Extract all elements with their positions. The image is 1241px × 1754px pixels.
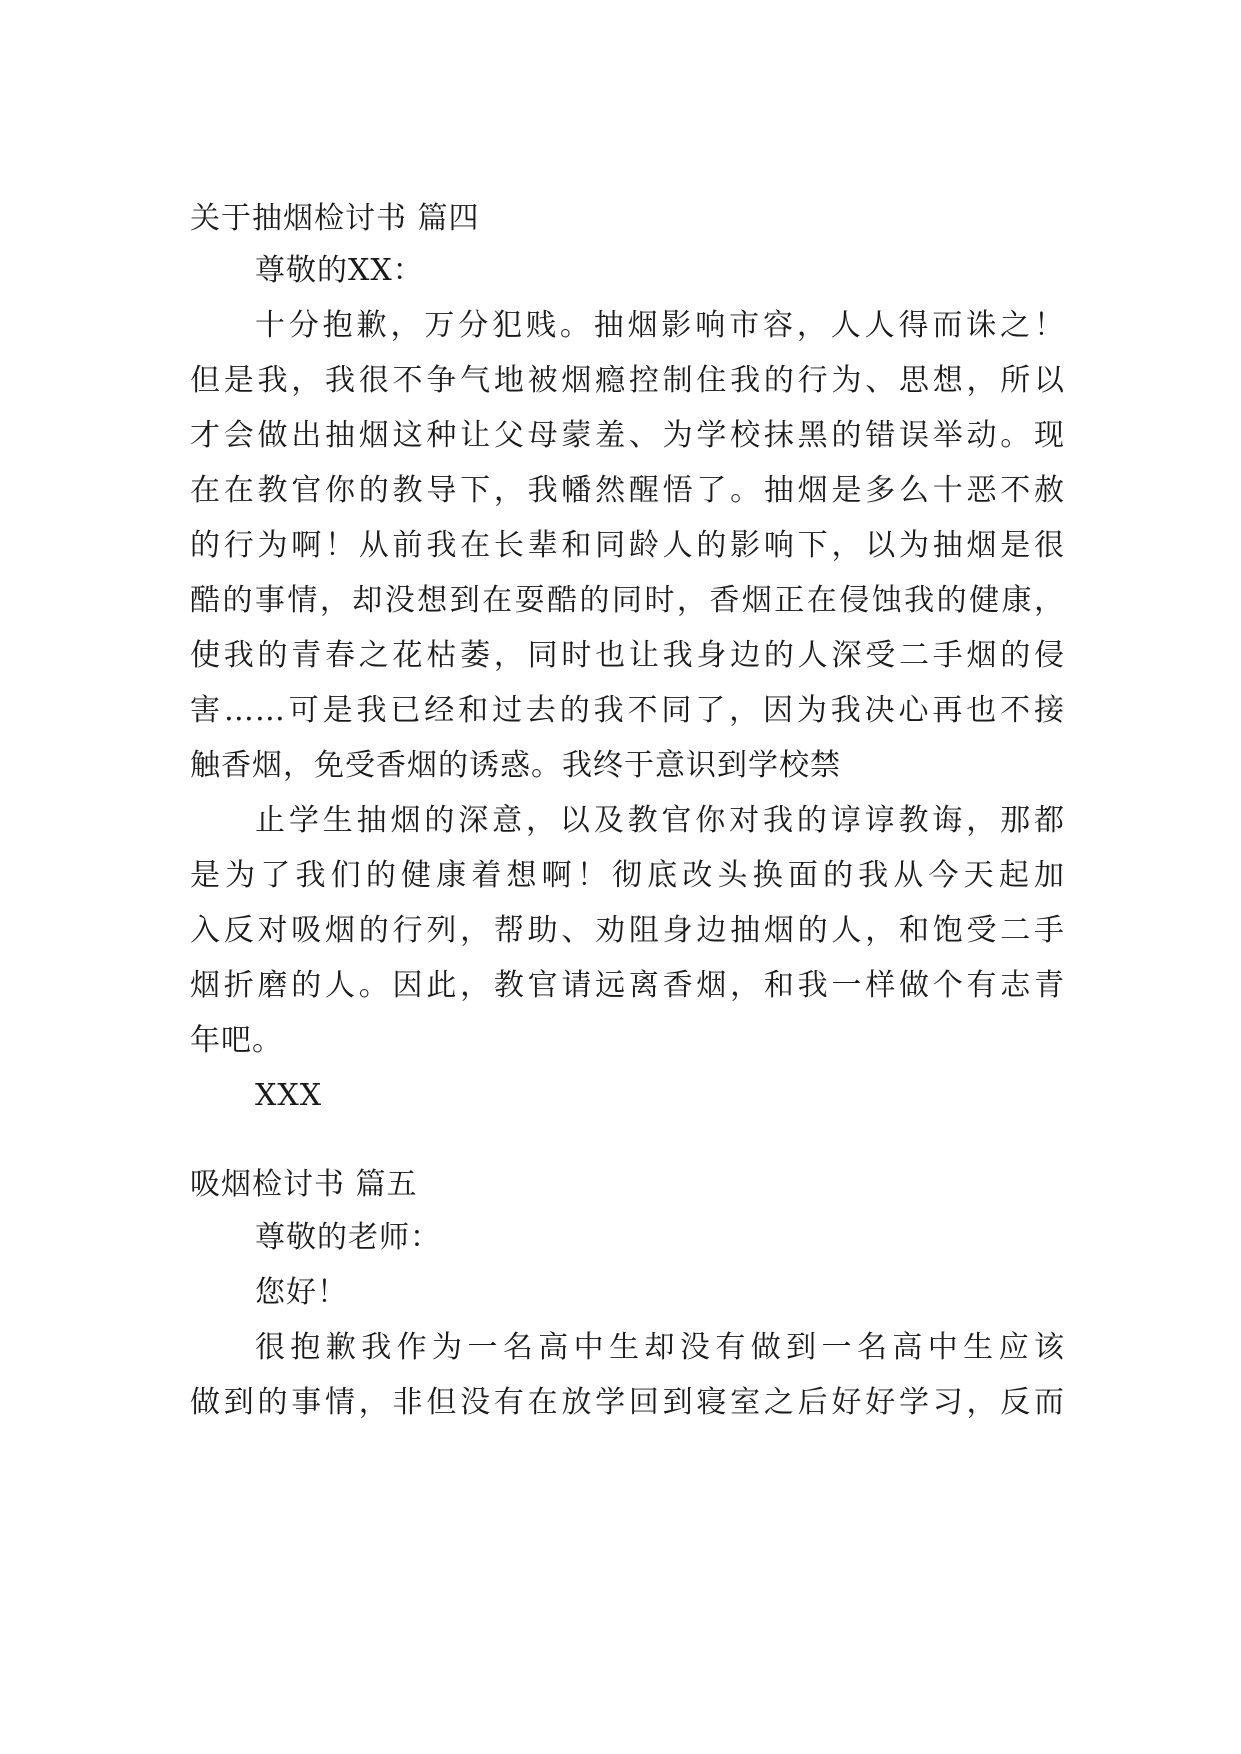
paragraph-line: 年吧。 bbox=[190, 1023, 283, 1058]
paragraph-line: 入反对吸烟的行列，帮助、劝阻身边抽烟的人，和饱受二手 bbox=[190, 913, 1065, 948]
paragraph-line: 十分抱歉，万分犯贱。抽烟影响市容，人人得而诛之！ bbox=[255, 308, 1065, 343]
signature: XXX bbox=[255, 1078, 323, 1113]
paragraph-line: 做到的事情，非但没有在放学回到寝室之后好好学习，反而 bbox=[190, 1385, 1065, 1420]
paragraph-line: 酷的事情，却没想到在耍酷的同时，香烟正在侵蚀我的健康， bbox=[190, 583, 1065, 618]
paragraph-line: 但是我，我很不争气地被烟瘾控制住我的行为、思想，所以 bbox=[190, 363, 1065, 398]
paragraph-line: 使我的青春之花枯萎，同时也让我身边的人深受二手烟的侵 bbox=[190, 638, 1065, 673]
paragraph-line: 才会做出抽烟这种让父母蒙羞、为学校抹黑的错误举动。现 bbox=[190, 418, 1065, 453]
paragraph-line: 触香烟，免受香烟的诱惑。我终于意识到学校禁 bbox=[190, 748, 841, 783]
salutation: 尊敬的老师： bbox=[255, 1220, 441, 1255]
paragraph-line: 烟折磨的人。因此，教官请远离香烟，和我一样做个有志青 bbox=[190, 968, 1065, 1003]
paragraph-line: 止学生抽烟的深意，以及教官你对我的谆谆教诲，那都 bbox=[255, 803, 1065, 838]
greeting: 您好！ bbox=[255, 1275, 348, 1310]
section-title: 吸烟检讨书 篇五 bbox=[190, 1167, 418, 1202]
paragraph-line: 的行为啊！从前我在长辈和同龄人的影响下，以为抽烟是很 bbox=[190, 528, 1065, 563]
paragraph-line: 害……可是我已经和过去的我不同了，因为我决心再也不接 bbox=[190, 693, 1065, 728]
section-title: 关于抽烟检讨书 篇四 bbox=[190, 201, 480, 236]
paragraph-line: 在在教官你的教导下，我幡然醒悟了。抽烟是多么十恶不赦 bbox=[190, 473, 1065, 508]
salutation: 尊敬的XX： bbox=[255, 253, 424, 288]
paragraph-line: 很抱歉我作为一名高中生却没有做到一名高中生应该 bbox=[255, 1330, 1065, 1365]
paragraph-line: 是为了我们的健康着想啊！彻底改头换面的我从今天起加 bbox=[190, 858, 1065, 893]
